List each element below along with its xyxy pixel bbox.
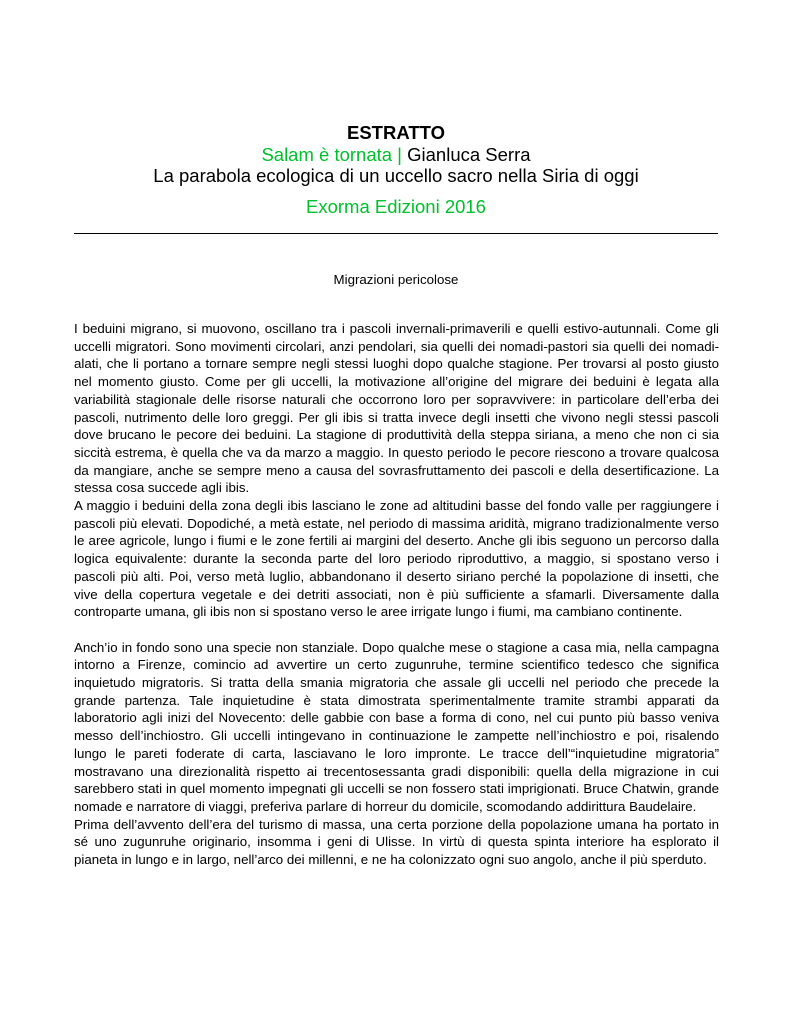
paragraph: A maggio i beduini della zona degli ibis lasciano le zone ad altitudini basse del fondo valle per raggiungere i pascoli più elevati. Dopodiché, a metà estate, nel periodo di massima aridità, migrano tradizionalmente verso le aree agricole, lungo i fiumi e le zone fertili ai margini del deserto. Anche gli ibis seguono un percorso dalla logica equivalente: durante la seconda parte del loro periodo riproduttivo, a maggio, si spostano verso i pascoli più alti. Poi, verso metà luglio, abbandonano il deserto siriano perché la popolazione di insetti, che vive della copertura vegetale e dei detriti associati, non è più sufficiente a sfamarli. Diversamente dalla controparte umana, gli ibis non si spostano verso le aree irrigate lungo i fiumi, ma cambiano continente. <box>74 498 719 620</box>
paragraph: Prima dell’avvento dell’era del turismo di massa, una certa porzione della popolazione umana ha portato in sé uno zugunruhe originario, insomma i geni di Ulisse. In virtù di questa spinta interiore ha esplorato il pianeta in lungo e in largo, nell’arco dei millenni, e ne ha colonizzato ogni suo angolo, anche il più sperduto. <box>74 816 719 868</box>
author-name: Gianluca Serra <box>407 144 531 165</box>
book-title: Salam è tornata | <box>261 144 402 165</box>
body-text <box>74 320 719 869</box>
section-title: Migrazioni pericolose <box>333 272 459 287</box>
document-header <box>74 122 718 218</box>
book-title-line <box>74 144 718 165</box>
horizontal-divider <box>74 233 718 234</box>
extract-label: ESTRATTO <box>347 122 445 143</box>
paragraph: I beduini migrano, si muovono, oscillano tra i pascoli invernali-primaverili e quelli estivo-autunnali. Come gli uccelli migratori. Sono movimenti circolari, anzi pendolari, sia quelli dei nomadi-pastori sia quelli dei nomadi-alati, che li portano a tornare sempre negli stessi luoghi dopo qualche stagione. Per trovarsi al posto giusto nel momento giusto. Come per gli uccelli, la motivazione all’origine del migrare dei beduini è legata alla variabilità stagionale delle risorse naturali che occorrono loro per sopravvivere: in particolare dell’erba dei pascoli, nutrimento delle loro greggi. Per gli ibis si tratta invece degli insetti che vivono negli stessi pascoli dove brucano le pecore dei beduini. La stagione di produttività della steppa siriana, a meno che non ci sia siccità estrema, è quella che va da marzo a maggio. In questo periodo le pecore riescono a trovare qualcosa da mangiare, anche se sempre meno a causa del sovrasfruttamento dei pascoli e della desertificazione. La stessa cosa succede agli ibis. <box>74 321 719 496</box>
paragraph: Anch’io in fondo sono una specie non stanziale. Dopo qualche mese o stagione a casa mia, nella campagna intorno a Firenze, comincio ad avvertire un certo zugunruhe, termine scientifico tedesco che significa inquietudo migratoris. Si tratta della smania migratoria che assale gli uccelli nel periodo che precede la grande partenza. Tale inquietudine è stata dimostrata sperimentalmente tramite strambi apparati da laboratorio agli inizi del Novecento: delle gabbie con base a forma di cono, nel cui punto più basso veniva messo dell’inchiostro. Gli uccelli intingevano in continuazione le zampette nell’inchiostro e poi, risalendo lungo le pareti foderate di carta, lasciavano le loro impronte. Le tracce dell’“inquietudine migratoria” mostravano una direzionalità rispetto ai trecentosessanta gradi disponibili: quella della migrazione in cui sarebbero stati in quel momento impegnati gli uccelli se non fossero stati imprigionati. Bruce Chatwin, grande nomade e narratore di viaggi, preferiva parlare di horreur du domicile, scomodando addirittura Baudelaire. <box>74 639 719 814</box>
publisher: Exorma Edizioni 2016 <box>306 196 486 217</box>
book-subtitle: La parabola ecologica di un uccello sacro nella Siria di oggi <box>153 165 639 186</box>
